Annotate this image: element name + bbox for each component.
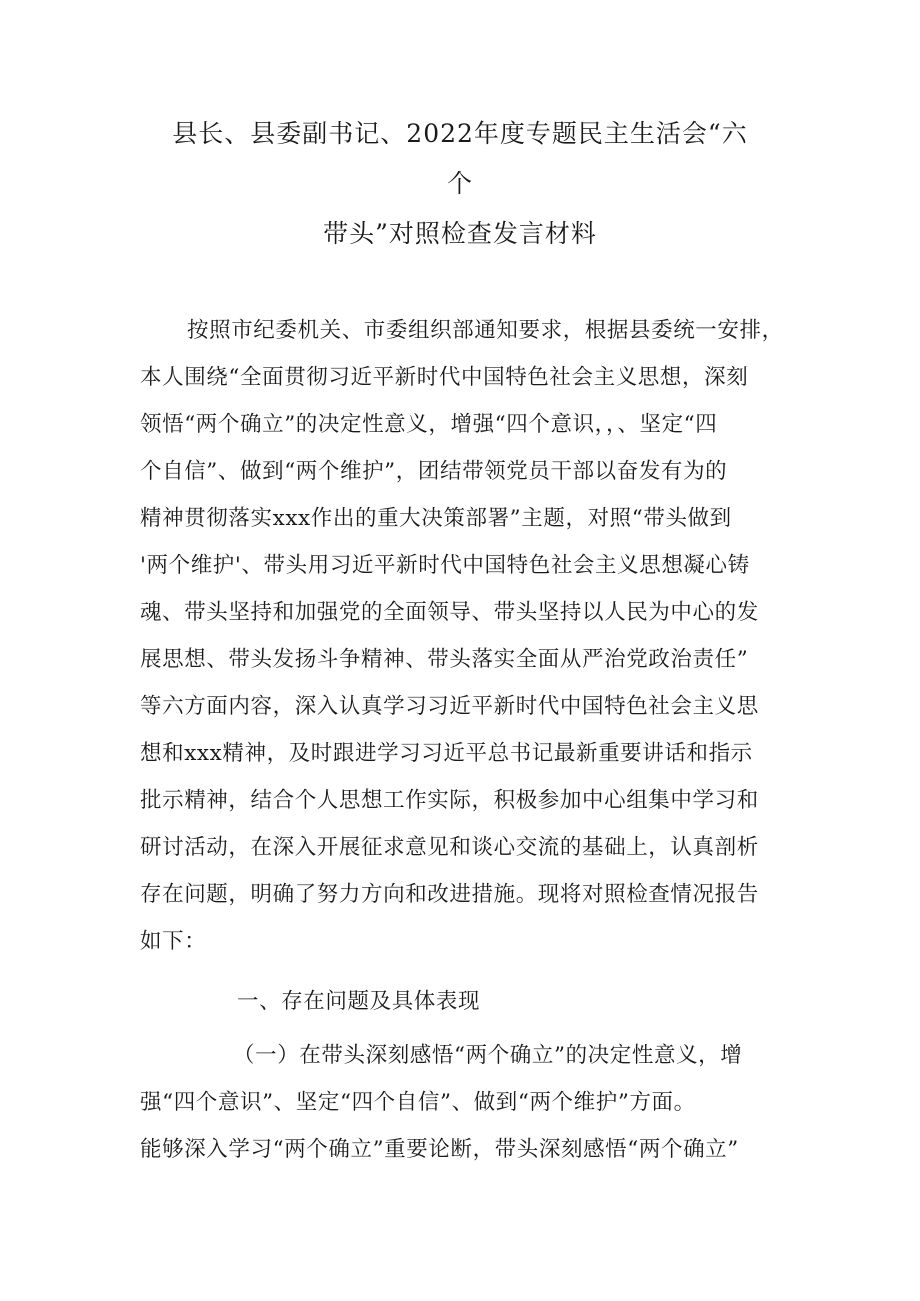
subsection-line-3: 能够深入学习“两个确立”重要论断，带头深刻感悟“两个确立” — [140, 1137, 739, 1162]
paragraph-1-line-11: 批示精神，结合个人思想工作实际，积极参加中心组集中学习和 — [140, 788, 759, 813]
paragraph-1-line-6: '两个维护'、带头用习近平新时代中国特色社会主义思想凝心铸 — [140, 553, 750, 578]
paragraph-1-line-13: 存在问题，明确了努力方向和改进措施。现将对照检查情况报告 — [140, 882, 759, 907]
paragraph-1-line-7: 魂、带头坚持和加强党的全面领导、带头坚持以人民为中心的发 — [140, 600, 759, 625]
paragraph-1-line-8: 展思想、带头发扬斗争精神、带头落实全面从严治党政治责任” — [140, 647, 749, 672]
paragraph-1-line-9: 等六方面内容，深入认真学习习近平新时代中国特色社会主义思 — [140, 694, 759, 719]
subsection-line-2: 强“四个意识”、坚定“四个自信”、做到“两个维护”方面。 — [140, 1090, 696, 1115]
paragraph-1-line-12: 研讨活动，在深入开展征求意见和谈心交流的基础上，认真剖析 — [140, 835, 759, 860]
paragraph-1-line-2: 本人围绕“全面贯彻习近平新时代中国特色社会主义思想，深刻 — [140, 365, 749, 390]
document-title-line-3: 带头”对照检查发言材料 — [323, 219, 597, 248]
paragraph-1-line-3: 领悟“两个确立”的决定性意义，增强“四个意识，，、坚定“四 — [140, 412, 718, 437]
document-title-line-2: 个 — [446, 169, 473, 198]
paragraph-1-line-10: 想和xxx精神，及时跟进学习习近平总书记最新重要讲话和指示 — [140, 741, 753, 766]
paragraph-1-line-1: 按照市纪委机关、市委组织部通知要求，根据县委统一安排， — [187, 318, 784, 343]
subsection-line-1: （一）在带头深刻感悟“两个确立”的决定性意义，增 — [233, 1043, 743, 1068]
paragraph-1-line-4: 个自信”、做到“两个维护”，团结带领党员干部以奋发有为的 — [140, 459, 728, 484]
paragraph-1-line-14: 如下： — [140, 929, 207, 954]
paragraph-1-line-5: 精神贯彻落实xxx作出的重大决策部署”主题，对照“带头做到 — [140, 506, 732, 531]
document-title-line-1: 县长、县委副书记、2022年度专题民主生活会“六 — [172, 119, 748, 148]
section-heading: 一、存在问题及具体表现 — [237, 989, 481, 1014]
